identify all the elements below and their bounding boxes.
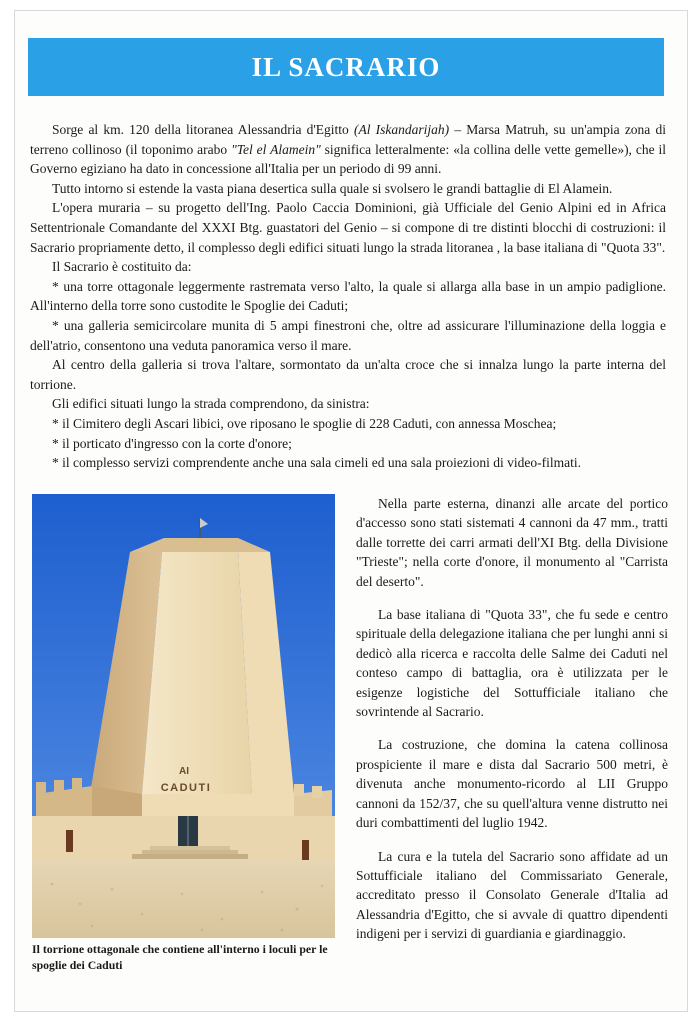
page-title: IL SACRARIO [251,51,441,82]
intro-paragraph: Tutto intorno si estende la vasta piana desertica sulla quale si svolsero le grandi battaglie di El Alamein. [52,180,613,196]
sand-foreground [32,860,335,938]
intro-bullet: * una torre ottagonale leggermente rastremata verso l'alto, la quale si allarga alla base in un ampio padiglione. All'interno della torre sono custodite le Spoglie dei Caduti; [30,278,666,314]
intro-paragraph: Al centro della galleria si trova l'altare, sormontato da un'alta croce che si innalza lungo la parte interna del torrione. [30,357,666,392]
right-paragraph: La base italiana di "Quota 33", che fu sede e centro spirituale della delegazione italiana che per lunghi anni si dedicò alla ricerca e raccolta delle Salme dei Caduti nel conteso campo di battaglia, ora è utilizzata per le esigenze logistiche del Sottufficiale italiano che sovrintende al Sacrario. [356,607,668,720]
intro-paragraph: Il Sacrario è costituito da: [52,259,192,275]
intro-paragraph: L'opera muraria – su progetto dell'Ing. Paolo Caccia Dominioni, già Ufficiale del Genio Alpini ed in Africa Settentrionale Comandante del XXXI Btg. guastatori del Genio – si compone di tre distinti blocchi di costruzioni: il Sacrario propriamente detto, il complesso degli edifici situati lungo la strada litoranea , la base italiana di "Quota 33". [30,200,666,255]
right-paragraph: La cura e la tutela del Sacrario sono affidate ad un Sottufficiale italiano del Commissariato Generale, accreditato presso il Consolato Generale d'Italia ad Alessandria d'Egitto, che si avvale di quattro dipendenti indigeni per i servizi di guardiania e giardinaggio. [356,848,668,942]
intro-bullet: * il complesso servizi comprendente anche una sala cimeli ed una sala proiezioni di video-filmati. [52,455,581,471]
intro-paragraph: Gli edifici situati lungo la strada comprendono, da sinistra: [52,396,370,412]
inscription-line: AI [179,766,189,777]
sacrario-tower-photo [32,494,335,938]
title-banner [28,38,664,96]
intro-bullet: * il Cimitero degli Ascari libici, ove riposano le spoglie di 228 Caduti, con annessa Moschea; [52,415,557,431]
right-column-text [356,494,668,958]
tower-illustration [32,494,335,938]
intro-text [30,120,666,473]
intro-paragraph: Sorge al km. 120 della litoranea Alessandria d'Egitto (Al Iskandarijah) – Marsa Matruh, su un'ampia zona di terreno collinoso (il toponimo arabo "Tel el Alamein" significa letteralmente: «la collina delle vette gemelle»), che il Governo egiziano ha dato in concessione all'Italia per un periodo di 99 anni. [30,122,667,177]
photo-caption: Il torrione ottagonale che contiene all'interno i loculi per le spoglie dei Caduti [32,942,328,972]
intro-bullet: * una galleria semicircolare munita di 5 ampi finestroni che, oltre ad assicurare l'illuminazione della loggia e dell'atrio, consentono una veduta panoramica verso il mare. [30,317,666,353]
right-paragraph: La costruzione, che domina la catena collinosa prospiciente il mare e dista dal Sacrario 500 metri, è divenuta anche monumento-ricordo al LII Gruppo cannoni da 152/37, che su quell'altura venne distrutto nei duri combattimenti del luglio 1942. [356,737,668,831]
intro-bullet: * il porticato d'ingresso con la corte d'onore; [52,435,292,451]
right-paragraph: Nella parte esterna, dinanzi alle arcate del portico d'accesso sono stati sistemati 4 cannoni da 47 mm., tratti dalle torrette dei carri armati dell'XI Btg. della Divisione "Trieste"; nella corte d'onore, il monumento al "Carrista del deserto". [356,496,668,589]
inscription-line: CADUTI [160,782,212,794]
